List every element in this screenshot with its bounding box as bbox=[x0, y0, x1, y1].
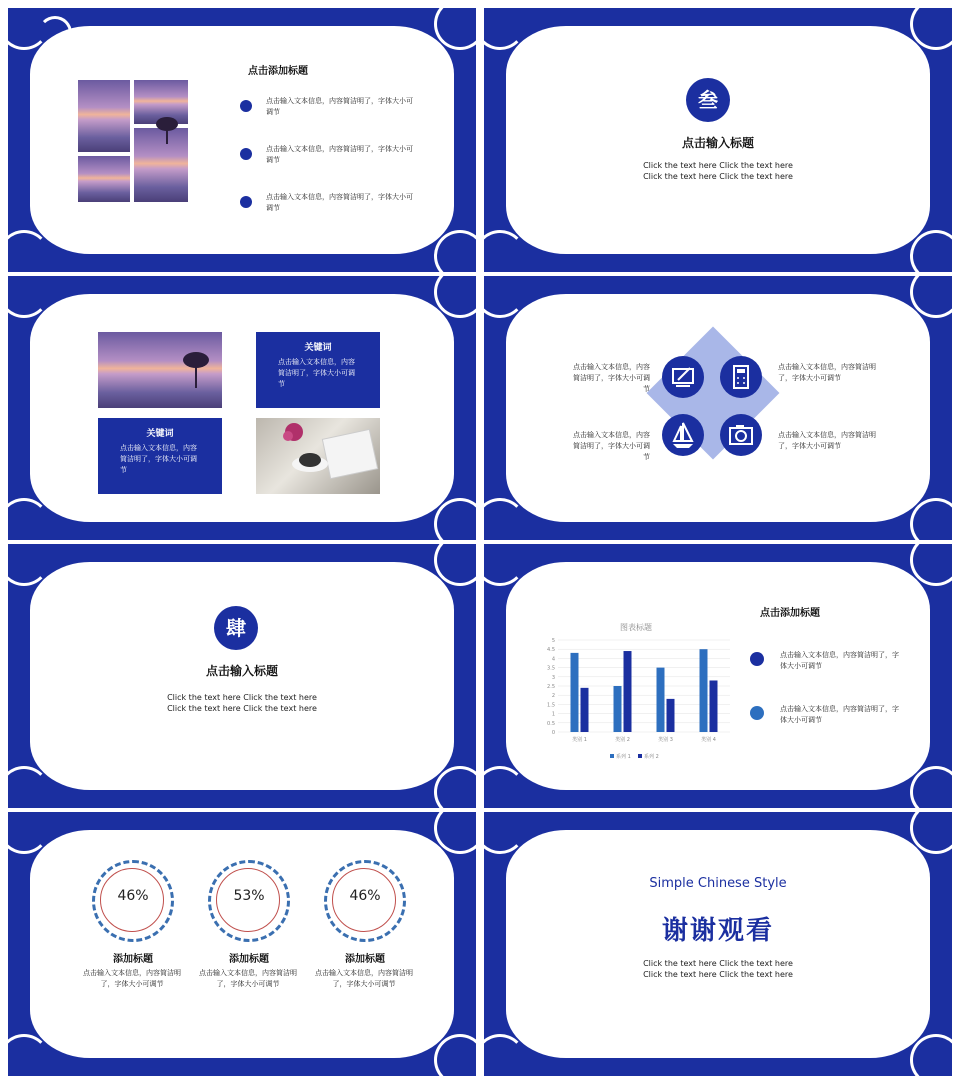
bar bbox=[710, 680, 718, 732]
photo-tile bbox=[78, 156, 130, 202]
slide-canvas bbox=[30, 294, 454, 522]
slide-title[interactable]: 点击添加标题 bbox=[760, 608, 820, 619]
keyword-title: 关键词 bbox=[146, 429, 174, 439]
slide-body[interactable]: Click the text here Click the text here Click the text here Click the text here bbox=[643, 959, 793, 979]
bar bbox=[667, 699, 675, 732]
tree-icon bbox=[180, 348, 212, 394]
slide-body[interactable]: Click the text here Click the text here Click the text here Click the text here bbox=[643, 161, 793, 181]
y-tick-label: 0 bbox=[551, 730, 555, 736]
slide-6[interactable] bbox=[484, 544, 952, 808]
y-tick-label: 3.5 bbox=[547, 665, 555, 672]
x-tick-label: 类别 2 bbox=[615, 737, 630, 743]
bar bbox=[571, 653, 579, 732]
slide-subtitle[interactable]: Simple Chinese Style bbox=[649, 876, 787, 891]
bar bbox=[614, 686, 622, 732]
slide-canvas bbox=[30, 562, 454, 790]
bullet-dot bbox=[750, 706, 764, 720]
item-body[interactable]: 点击输入文本信息，内容简洁明了，字体大小可调节 bbox=[199, 969, 297, 988]
item-body[interactable]: 点击输入文本信息，内容简洁明了，字体大小可调节 bbox=[315, 969, 413, 988]
item-title[interactable]: 添加标题 bbox=[345, 954, 385, 965]
legend-label: 系列 2 bbox=[644, 754, 659, 760]
y-tick-label: 5 bbox=[551, 638, 555, 644]
tree-icon bbox=[154, 114, 180, 150]
feature-text[interactable]: 点击输入文本信息，内容简洁明了，字体大小可调节 bbox=[778, 363, 876, 382]
bullet-dot bbox=[240, 196, 252, 208]
x-tick-label: 类别 4 bbox=[701, 737, 716, 743]
percent-value: 46% bbox=[349, 888, 381, 904]
slide-title[interactable]: 点击添加标题 bbox=[248, 66, 308, 77]
legend-swatch bbox=[610, 754, 614, 758]
bullet-dot bbox=[750, 652, 764, 666]
slide-title[interactable]: 点击输入标题 bbox=[681, 136, 754, 150]
bar bbox=[657, 668, 665, 732]
bullet-dot bbox=[240, 100, 252, 112]
y-tick-label: 2.5 bbox=[547, 684, 555, 690]
slide-1[interactable] bbox=[8, 8, 476, 272]
keyword-title: 关键词 bbox=[304, 343, 332, 353]
bullet-text[interactable]: 点击输入文本信息，内容简洁明了，字体大小可调节 bbox=[780, 651, 899, 670]
photo-coffee bbox=[256, 418, 380, 494]
feature-text[interactable]: 点击输入文本信息，内容简洁明了，字体大小可调节 bbox=[778, 431, 876, 450]
x-tick-label: 类别 3 bbox=[658, 737, 673, 743]
bullet-text[interactable]: 点击输入文本信息，内容简洁明了，字体大小可调节 bbox=[266, 193, 413, 212]
legend-label: 系列 1 bbox=[616, 754, 631, 760]
y-tick-label: 2 bbox=[551, 693, 555, 700]
feature-text[interactable]: 点击输入文本信息，内容简洁明了，字体大小可调节 bbox=[573, 363, 650, 393]
feature-text[interactable]: 点击输入文本信息，内容简洁明了，字体大小可调节 bbox=[573, 431, 650, 461]
slide-canvas bbox=[30, 830, 454, 1058]
slide-canvas bbox=[506, 294, 930, 522]
y-tick-label: 4 bbox=[551, 656, 555, 663]
section-number-badge: 叁 bbox=[686, 78, 730, 122]
bullet-text[interactable]: 点击输入文本信息，内容简洁明了，字体大小可调节 bbox=[780, 705, 899, 724]
bullet-text[interactable]: 点击输入文本信息，内容简洁明了，字体大小可调节 bbox=[266, 97, 413, 116]
keyword-body: 点击输入文本信息，内容简洁明了，字体大小可调节 bbox=[120, 444, 197, 474]
slide-canvas bbox=[30, 26, 454, 254]
slide-canvas bbox=[506, 562, 930, 790]
x-tick-label: 类别 1 bbox=[572, 737, 587, 743]
slide-title[interactable]: 点击输入标题 bbox=[205, 664, 278, 678]
bullet-dot bbox=[240, 148, 252, 160]
monitor-pen-icon[interactable] bbox=[662, 356, 704, 398]
percent-value: 46% bbox=[117, 888, 149, 904]
item-title[interactable]: 添加标题 bbox=[229, 954, 269, 965]
camera-icon[interactable] bbox=[720, 414, 762, 456]
slide-5[interactable] bbox=[8, 544, 476, 808]
slide-8[interactable] bbox=[484, 812, 952, 1076]
section-number-badge: 肆 bbox=[214, 606, 258, 650]
y-tick-label: 0.5 bbox=[547, 720, 555, 727]
coffee-cup-icon bbox=[256, 418, 380, 494]
slide-7[interactable] bbox=[8, 812, 476, 1076]
y-tick-label: 3 bbox=[551, 674, 555, 681]
slide-canvas bbox=[506, 830, 930, 1058]
sailboat-icon[interactable] bbox=[662, 414, 704, 456]
keyword-box[interactable] bbox=[256, 332, 380, 408]
percent-value: 53% bbox=[233, 888, 265, 904]
y-tick-label: 4.5 bbox=[547, 647, 555, 654]
keyword-body: 点击输入文本信息，内容简洁明了，字体大小可调节 bbox=[278, 358, 355, 388]
slide-canvas bbox=[506, 26, 930, 254]
slide-title[interactable]: 谢谢观看 bbox=[661, 916, 774, 946]
calculator-icon[interactable] bbox=[720, 356, 762, 398]
legend-swatch bbox=[638, 754, 642, 758]
bar bbox=[581, 688, 589, 732]
slide-2[interactable] bbox=[484, 8, 952, 272]
bar bbox=[624, 651, 632, 732]
item-title[interactable]: 添加标题 bbox=[113, 954, 153, 965]
keyword-box[interactable] bbox=[98, 418, 222, 494]
bar bbox=[700, 649, 708, 732]
slide-4[interactable] bbox=[484, 276, 952, 540]
y-tick-label: 1 bbox=[551, 711, 555, 718]
item-body[interactable]: 点击输入文本信息，内容简洁明了，字体大小可调节 bbox=[83, 969, 181, 988]
slide-3[interactable] bbox=[8, 276, 476, 540]
y-tick-label: 1.5 bbox=[547, 702, 555, 709]
bar-chart bbox=[536, 618, 736, 768]
slide-body[interactable]: Click the text here Click the text here Click the text here Click the text here bbox=[167, 693, 317, 713]
photo-tile bbox=[78, 80, 130, 152]
bullet-text[interactable]: 点击输入文本信息，内容简洁明了，字体大小可调节 bbox=[266, 145, 413, 164]
chart-title: 图表标题 bbox=[620, 623, 652, 632]
